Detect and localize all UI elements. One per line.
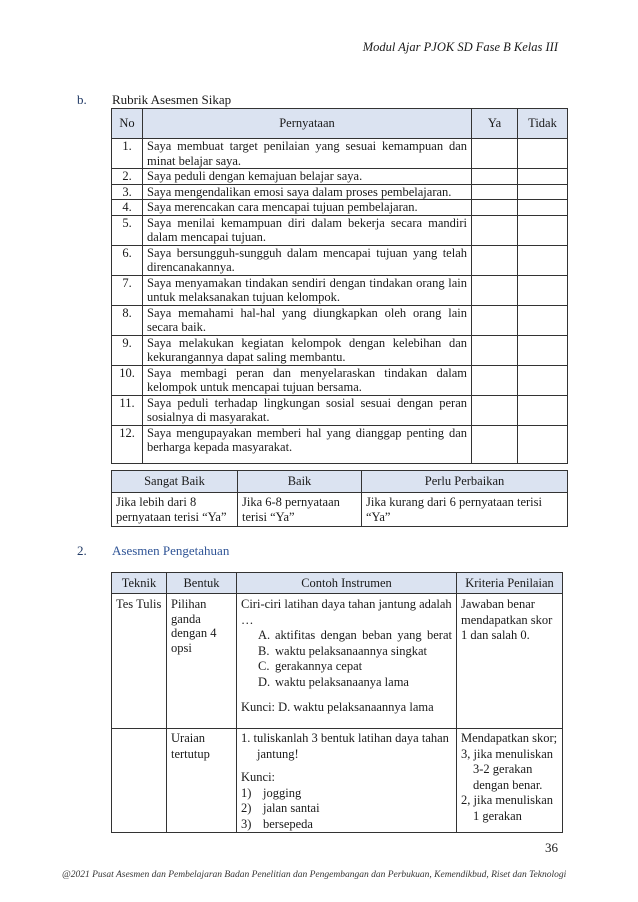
- sikap-row-tidak-cell[interactable]: [518, 305, 568, 335]
- section-2-title: Asesmen Pengetahuan: [112, 543, 230, 558]
- score-header-sangat-baik: Sangat Baik: [112, 471, 238, 493]
- sikap-row-ya-cell[interactable]: [472, 335, 518, 365]
- option-key: D.: [258, 674, 271, 689]
- sikap-row: [112, 139, 568, 169]
- sikap-row-no: 9.: [112, 335, 143, 365]
- sikap-row: [112, 305, 568, 335]
- sikap-row-no: 1.: [112, 139, 143, 169]
- option-text: gerakannya cepat: [275, 659, 363, 673]
- sikap-row: [112, 425, 568, 463]
- sikap-row-ya-cell[interactable]: [472, 395, 518, 425]
- sikap-row-ya-cell[interactable]: [472, 305, 518, 335]
- page-footer: @2021 Pusat Asesmen dan Pembelajaran Badan Penelitian dan Pengembangan dan Perbukuan, Kemendikbud, Riset dan Teknologi: [62, 870, 567, 880]
- header-no: No: [112, 109, 143, 139]
- sikap-row-tidak-cell[interactable]: [518, 215, 568, 245]
- score-value-baik: Jika 6-8 pernyataan terisi “Ya”: [238, 493, 362, 527]
- row1-teknik: Tes Tulis: [112, 594, 167, 729]
- kunci-key: 2): [241, 801, 252, 815]
- section-b-title: Rubrik Asesmen Sikap: [112, 92, 232, 107]
- score-value-perlu-perbaikan: Jika kurang dari 6 pernyataan terisi “Ya”: [362, 493, 568, 527]
- sikap-row-statement: Saya bersungguh-sungguh dalam mencapai tujuan yang telah direncanakannya.: [143, 245, 472, 275]
- sikap-row-no: 4.: [112, 200, 143, 216]
- sikap-row-no: 11.: [112, 395, 143, 425]
- sikap-row-statement: Saya menyamakan tindakan sendiri dengan tindakan orang lain untuk melaksanakan tujuan kelompok.: [143, 275, 472, 305]
- score-value-sangat-baik: Jika lebih dari 8 pernyataan terisi “Ya”: [112, 493, 238, 527]
- row1-question: Ciri-ciri latihan daya tahan jantung adalah …: [241, 597, 452, 627]
- section-b-label: b.: [77, 92, 87, 107]
- header-tidak: Tidak: [518, 109, 568, 139]
- option-item: [258, 644, 452, 660]
- pengetahuan-table: [111, 572, 563, 833]
- sikap-row: [112, 275, 568, 305]
- sikap-row-tidak-cell[interactable]: [518, 184, 568, 200]
- sikap-row-ya-cell[interactable]: [472, 184, 518, 200]
- page-header: Modul Ajar PJOK SD Fase B Kelas III: [362, 40, 558, 54]
- kunci-item: [241, 786, 452, 802]
- sikap-row-no: 2.: [112, 169, 143, 185]
- kriteria-line: 2, jika menuliskan 1 gerakan: [461, 793, 553, 823]
- sikap-row: [112, 365, 568, 395]
- sikap-row-tidak-cell[interactable]: [518, 200, 568, 216]
- sikap-row-no: 10.: [112, 365, 143, 395]
- option-key: B.: [258, 643, 270, 658]
- sikap-row: [112, 245, 568, 275]
- option-key: C.: [258, 659, 270, 673]
- sikap-row-ya-cell[interactable]: [472, 169, 518, 185]
- row2-question: 1. tuliskanlah 3 bentuk latihan daya tahan jantung!: [241, 731, 449, 761]
- score-header-perlu-perbaikan: Perlu Perbaikan: [362, 471, 568, 493]
- sikap-row-statement: Saya membagi peran dan menyelaraskan tindakan dalam kelompok untuk mencapai tujuan bersama.: [143, 365, 472, 395]
- sikap-row-statement: Saya membuat target penilaian yang sesuai kemampuan dan minat belajar saya.: [143, 139, 472, 169]
- sikap-row-no: 6.: [112, 245, 143, 275]
- sikap-row-tidak-cell[interactable]: [518, 425, 568, 463]
- kunci-text: bersepeda: [263, 816, 313, 831]
- row2-contoh: [237, 729, 457, 833]
- sikap-row-statement: Saya mengendalikan emosi saya dalam proses pembelajaran.: [143, 184, 472, 200]
- row1-kriteria: Jawaban benar mendapatkan skor 1 dan salah 0.: [457, 594, 563, 729]
- sikap-row-tidak-cell[interactable]: [518, 139, 568, 169]
- kunci-key: 1): [241, 785, 252, 800]
- kunci-item: [241, 801, 452, 817]
- row2-teknik: [112, 729, 167, 833]
- sikap-table: [111, 108, 568, 464]
- header-bentuk: Bentuk: [167, 573, 237, 594]
- sikap-row-statement: Saya peduli terhadap lingkungan sosial sesuai dengan peran sosialnya di masyarakat.: [143, 395, 472, 425]
- sikap-row-tidak-cell[interactable]: [518, 275, 568, 305]
- sikap-row: [112, 169, 568, 185]
- sikap-row-ya-cell[interactable]: [472, 365, 518, 395]
- sikap-row-ya-cell[interactable]: [472, 425, 518, 463]
- row1-options: [241, 628, 452, 690]
- row2-kunci-label: Kunci:: [241, 770, 276, 784]
- sikap-row-tidak-cell[interactable]: [518, 169, 568, 185]
- sikap-row: [112, 184, 568, 200]
- option-text: waktu pelaksanaannya singkat: [275, 643, 428, 658]
- sikap-row: [112, 395, 568, 425]
- sikap-row-ya-cell[interactable]: [472, 200, 518, 216]
- score-table: [111, 470, 568, 527]
- sikap-row-ya-cell[interactable]: [472, 245, 518, 275]
- section-2-label: 2.: [77, 543, 87, 558]
- sikap-row-tidak-cell[interactable]: [518, 335, 568, 365]
- header-teknik: Teknik: [112, 573, 167, 594]
- row2-kunci-items: [241, 786, 452, 833]
- sikap-row-no: 7.: [112, 275, 143, 305]
- sikap-row-tidak-cell[interactable]: [518, 365, 568, 395]
- row1-kunci: Kunci: D. waktu pelaksanaannya lama: [241, 700, 434, 714]
- sikap-row-statement: Saya menilai kemampuan diri dalam bekerja secara mandiri dalam mencapai tujuan.: [143, 215, 472, 245]
- header-contoh-instrumen: Contoh Instrumen: [237, 573, 457, 594]
- sikap-row-no: 12.: [112, 425, 143, 463]
- sikap-row-no: 8.: [112, 305, 143, 335]
- option-text: waktu pelaksanaanya lama: [275, 674, 409, 689]
- option-item: [258, 675, 452, 691]
- page-number: 36: [545, 840, 558, 855]
- option-key: A.: [258, 628, 271, 642]
- row1-contoh: [237, 594, 457, 729]
- kunci-text: jogging: [263, 785, 302, 800]
- sikap-row: [112, 215, 568, 245]
- sikap-row: [112, 200, 568, 216]
- option-item: [258, 628, 452, 644]
- header-statement: Pernyataan: [143, 109, 472, 139]
- header-yes: Ya: [472, 109, 518, 139]
- kunci-text: jalan santai: [263, 801, 320, 815]
- row2-bentuk: Uraian tertutup: [167, 729, 237, 833]
- sikap-row-no: 5.: [112, 215, 143, 245]
- kriteria-line: Mendapatkan skor;: [461, 731, 558, 745]
- sikap-row-tidak-cell[interactable]: [518, 245, 568, 275]
- kunci-key: 3): [241, 816, 252, 831]
- sikap-row-ya-cell[interactable]: [472, 215, 518, 245]
- sikap-row-statement: Saya merencakan cara mencapai tujuan pembelajaran.: [143, 200, 472, 216]
- sikap-row-statement: Saya memahami hal-hal yang diungkapkan oleh orang lain secara baik.: [143, 305, 472, 335]
- score-header-baik: Baik: [238, 471, 362, 493]
- row2-kriteria: [457, 729, 563, 833]
- sikap-row-statement: Saya melakukan kegiatan kelompok dengan kelebihan dan kekurangannya dapat saling membantu.: [143, 335, 472, 365]
- row1-bentuk: Pilihan ganda dengan 4 opsi: [167, 594, 237, 729]
- sikap-row-no: 3.: [112, 184, 143, 200]
- sikap-row-statement: Saya peduli dengan kemajuan belajar saya.: [143, 169, 472, 185]
- sikap-row-ya-cell[interactable]: [472, 139, 518, 169]
- sikap-row-ya-cell[interactable]: [472, 275, 518, 305]
- sikap-row: [112, 335, 568, 365]
- sikap-row-statement: Saya mengupayakan memberi hal yang dianggap penting dan berharga kepada masyarakat.: [143, 425, 472, 463]
- kriteria-line: 3, jika menuliskan 3-2 gerakan dengan benar.: [461, 746, 553, 792]
- option-item: [258, 659, 452, 675]
- header-kriteria: Kriteria Penilaian: [457, 573, 563, 594]
- kunci-item: [241, 817, 452, 833]
- sikap-row-tidak-cell[interactable]: [518, 395, 568, 425]
- option-text: aktifitas dengan beban yang berat: [275, 628, 452, 642]
